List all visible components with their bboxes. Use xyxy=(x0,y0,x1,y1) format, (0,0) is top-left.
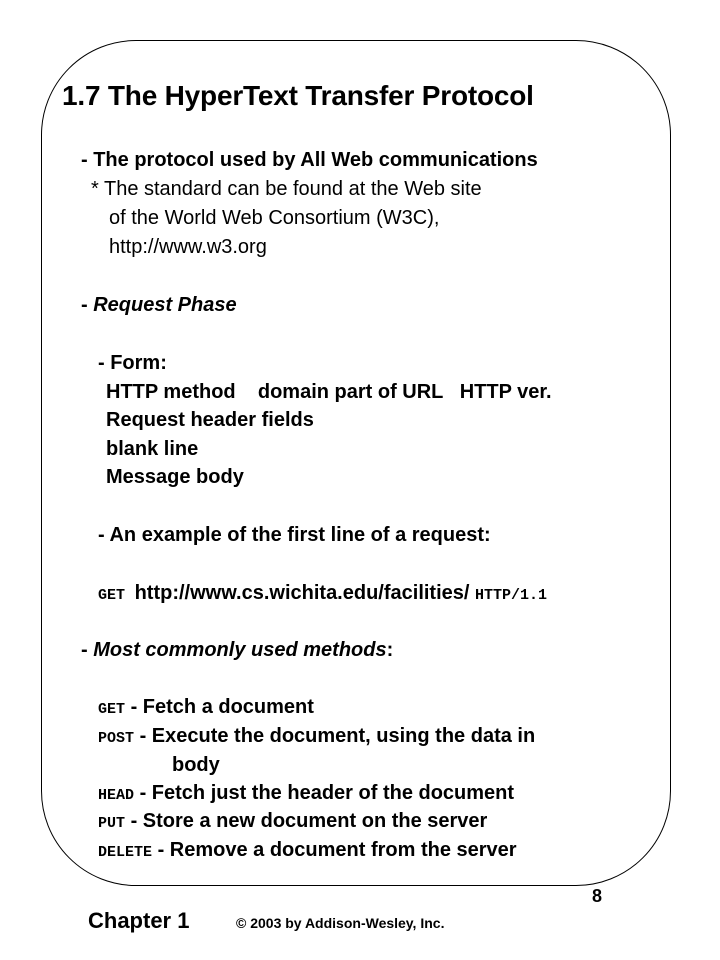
methods-dash: - xyxy=(81,639,94,661)
methods-title: Most commonly used methods xyxy=(93,639,387,661)
page-number: 8 xyxy=(592,886,603,906)
method-name: DELETE xyxy=(98,844,153,861)
method-item xyxy=(98,724,535,751)
form-label: - Form: xyxy=(98,352,167,374)
method-name: PUT xyxy=(98,815,126,832)
method-item xyxy=(98,695,314,722)
method-desc: - Fetch a document xyxy=(130,696,314,718)
methods-colon: : xyxy=(386,639,394,661)
method-desc: - Fetch just the header of the document xyxy=(139,782,515,804)
intro-line-2: * The standard can be found at the Web site xyxy=(91,178,482,200)
slide-title: 1.7 The HyperText Transfer Protocol xyxy=(62,80,534,111)
request-phase-title: Request Phase xyxy=(93,294,237,316)
method-item xyxy=(98,809,487,836)
intro-line-3: of the World Web Consortium (W3C), xyxy=(109,207,440,229)
method-name: HEAD xyxy=(98,787,135,804)
footer-chapter: Chapter 1 xyxy=(88,908,190,933)
form-line-4: Message body xyxy=(106,466,244,488)
method-desc: - Remove a document from the server xyxy=(157,839,517,861)
intro-link: http://www.w3.org xyxy=(109,236,267,258)
method-name: POST xyxy=(98,730,135,747)
method-item xyxy=(98,781,514,808)
method-desc: - Execute the document, using the data in xyxy=(139,725,536,747)
example-url: http://www.cs.wichita.edu/facilities/ xyxy=(134,582,470,604)
method-desc-continuation: body xyxy=(172,754,220,776)
form-line-1: HTTP method domain part of URL HTTP ver. xyxy=(106,381,552,403)
example-version: HTTP/1.1 xyxy=(475,587,548,604)
form-line-3: blank line xyxy=(106,438,199,460)
method-name: GET xyxy=(98,701,126,718)
method-desc: - Store a new document on the server xyxy=(130,810,488,832)
method-item xyxy=(98,838,517,865)
request-phase-dash: - xyxy=(81,294,94,316)
example-request-line xyxy=(98,581,547,608)
example-label: - An example of the first line of a request: xyxy=(98,524,491,546)
request-phase-heading xyxy=(81,293,237,317)
footer-copyright: © 2003 by Addison-Wesley, Inc. xyxy=(236,915,445,931)
form-line-2: Request header fields xyxy=(106,409,314,431)
intro-line-1: - The protocol used by All Web communications xyxy=(81,149,538,171)
example-method: GET xyxy=(98,587,126,604)
methods-heading xyxy=(81,638,393,662)
